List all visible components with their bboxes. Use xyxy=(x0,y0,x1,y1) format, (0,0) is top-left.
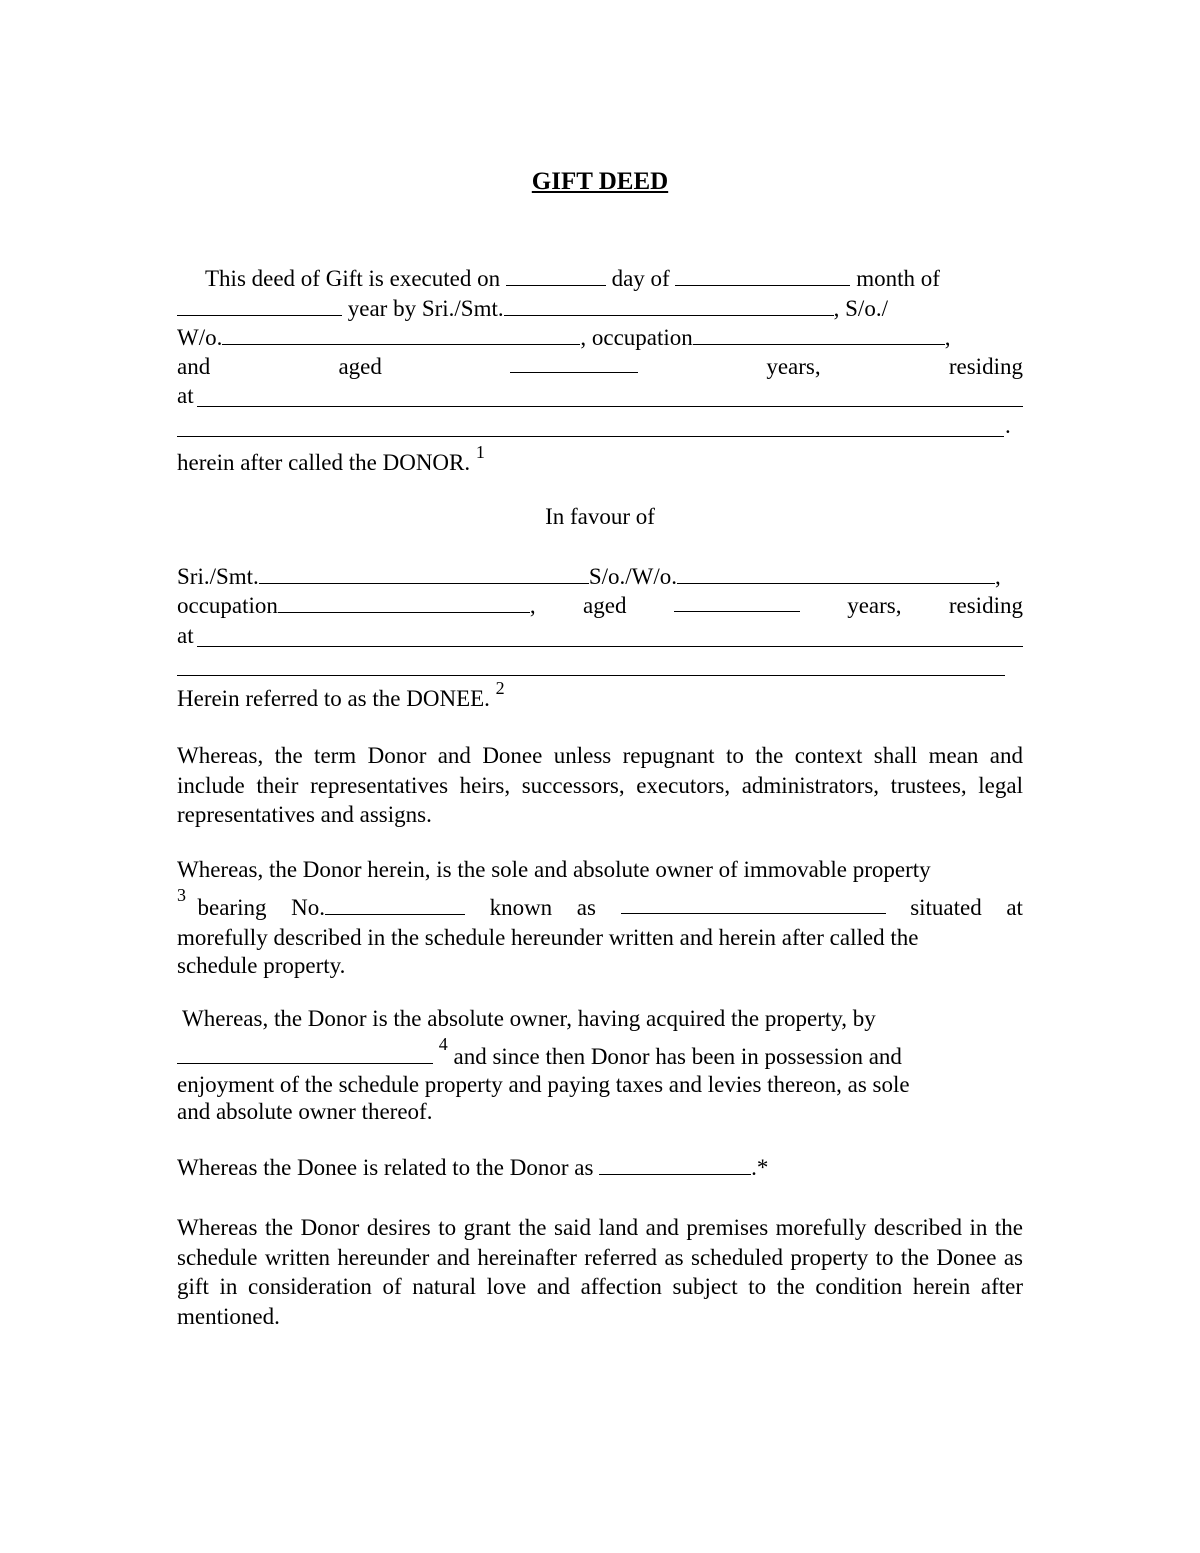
paragraph-definitions: Whereas, the term Donor and Donee unless repugnant to the context shall mean and include their representatives heirs, successors, executors, administrators, trustees, legal representatives and assigns. xyxy=(177,743,1023,827)
date-month-blank[interactable] xyxy=(675,265,850,286)
footnote-1: 1 xyxy=(475,442,485,462)
donor-occupation-blank[interactable] xyxy=(693,324,945,345)
ownership-line-3: enjoyment of the schedule property and paying taxes and levies thereon, as sole xyxy=(177,1072,910,1097)
property-line-4: schedule property. xyxy=(177,953,346,978)
donor-age-blank[interactable] xyxy=(510,352,638,373)
date-day-blank[interactable] xyxy=(506,265,606,286)
date-year-blank[interactable] xyxy=(177,295,342,316)
intro-line-1: This deed of Gift is executed on day of month of xyxy=(205,266,940,291)
donee-occupation-blank[interactable] xyxy=(278,592,530,613)
ownership-line-2: $^4$ and since then Donor has been in possession and xyxy=(177,1042,1023,1073)
donee-line-2: occupation , aged years, residing xyxy=(177,593,1023,618)
donee-name-blank[interactable] xyxy=(259,563,589,584)
intro-line-2: year by Sri./Smt. , S/o./ xyxy=(177,294,1023,324)
donor-relation-blank[interactable] xyxy=(222,324,580,345)
property-number-blank[interactable] xyxy=(325,894,465,915)
ownership-line-4: and absolute owner thereof. xyxy=(177,1099,433,1124)
donee-label: Herein referred to as the DONEE. $^2$ xyxy=(177,678,505,711)
donor-label: herein after called the DONOR. $^1$ xyxy=(177,442,485,475)
donee-relation-to-donor-blank[interactable] xyxy=(599,1154,751,1175)
intro-line-3: W/o. , occupation , xyxy=(177,325,951,350)
footnote-2: 2 xyxy=(495,678,505,698)
donor-address-blank-2[interactable] xyxy=(177,436,1004,437)
intro-line-5: at xyxy=(177,383,194,408)
property-line-2: $^3$ bearing No. known as situated at xyxy=(177,885,1023,920)
acquisition-mode-blank[interactable] xyxy=(177,1043,433,1064)
donee-age-blank[interactable] xyxy=(674,591,800,612)
ownership-line-1: Whereas, the Donor is the absolute owner, having acquired the property, by xyxy=(182,1006,876,1031)
intro-line-6-end: . xyxy=(1005,413,1011,438)
donor-name-blank[interactable] xyxy=(504,295,834,316)
donee-line-3: at xyxy=(177,623,194,648)
in-favour-of: In favour of xyxy=(545,504,655,529)
paragraph-gift-intent: Whereas the Donor desires to grant the said land and premises morefully described in the schedule written hereunder and hereinafter referred as scheduled property to the Donee as gift in consideration of natural love and affection subject to the condition herein after mentioned. xyxy=(177,1215,1023,1329)
donor-address-blank-1[interactable] xyxy=(197,406,1023,407)
footnote-4: 4 xyxy=(438,1034,448,1054)
property-known-as-blank[interactable] xyxy=(621,893,886,914)
donee-relation-blank[interactable] xyxy=(677,563,995,584)
property-line-3: morefully described in the schedule hereunder written and herein after called the xyxy=(177,925,919,950)
property-line-1: Whereas, the Donor herein, is the sole and absolute owner of immovable property xyxy=(177,857,931,882)
intro-line-4: and aged years, residing xyxy=(177,354,1023,379)
relation-line: Whereas the Donee is related to the Donor as .* xyxy=(177,1155,769,1180)
donee-address-blank-1[interactable] xyxy=(197,646,1023,647)
donee-line-1: Sri./Smt. S/o./W/o. , xyxy=(177,564,1001,589)
page-title: GIFT DEED xyxy=(531,168,669,195)
donee-address-blank-2[interactable] xyxy=(177,675,1005,676)
footnote-3: 3 xyxy=(177,885,186,905)
